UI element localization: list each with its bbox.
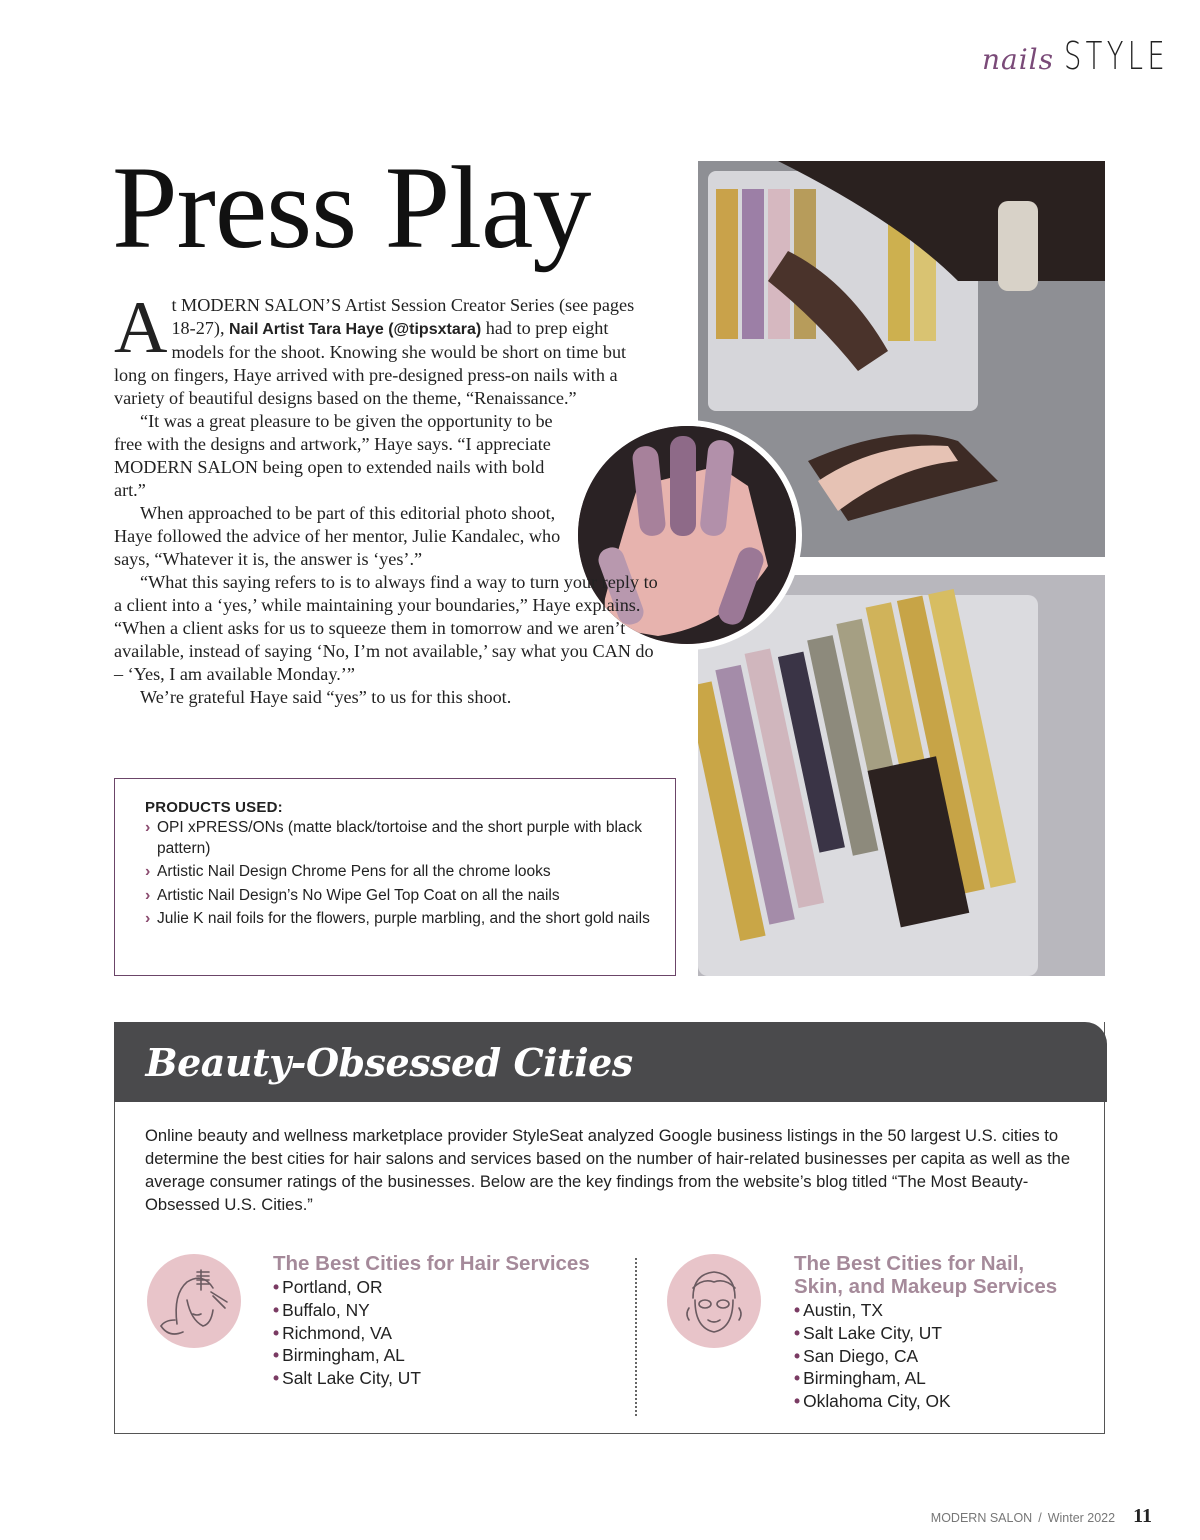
article-body (114, 287, 659, 709)
magazine-name: MODERN SALON (930, 1511, 1033, 1525)
list-item: • Birmingham, AL (794, 1367, 1057, 1390)
face-mask-icon (667, 1254, 761, 1348)
page-number: 11 (1133, 1505, 1152, 1527)
nail-services-title (794, 1252, 1057, 1298)
nail-title-line: Skin, and Makeup Services (794, 1275, 1058, 1298)
list-item: • Birmingham, AL (273, 1344, 590, 1367)
press-on-nails-tray-photo (698, 575, 1105, 976)
hair-cities-list (273, 1276, 590, 1390)
nail-tray-illustration (698, 575, 1105, 976)
list-item (145, 909, 655, 930)
list-item: • Oklahoma City, OK (794, 1390, 1057, 1413)
list-item: • Austin, TX (794, 1299, 1057, 1322)
list-item (145, 818, 655, 859)
product-text: Artistic Nail Design Chrome Pens for all the chrome looks (157, 863, 551, 880)
hair-services-column (273, 1252, 590, 1390)
product-text: Julie K nail foils for the flowers, purple marbling, and the short gold nails (157, 910, 650, 927)
chevron-right-icon: › (145, 886, 151, 904)
section-tag (981, 34, 1169, 78)
list-item: • Salt Lake City, UT (273, 1367, 590, 1390)
nail-title-line: The Best Cities for Nail, (794, 1252, 1025, 1275)
list-item: • Salt Lake City, UT (794, 1322, 1057, 1345)
cities-intro: Online beauty and wellness marketplace provider StyleSeat analyzed Google business listings in the 50 largest U.S. cities to determine the best cities for hair salons and services based on the number of hair-related businesses per capita as well as the average consumer ratings of the businesses. Below are the key findings from the website’s blog titled “The Most Beauty-Obsessed U.S. Cities.” (145, 1126, 1071, 1214)
products-title: PRODUCTS USED: (145, 799, 283, 816)
chevron-right-icon: › (145, 910, 151, 927)
list-item: • Richmond, VA (273, 1322, 590, 1345)
chevron-right-icon: › (145, 863, 151, 880)
nail-cities-list (794, 1299, 1057, 1413)
article-text: t MODERN SALON’S Artist Session Creator Series (see pages 18-27), (171, 295, 635, 338)
products-used-box (114, 778, 676, 976)
artist-credit: Nail Artist Tara Haye (@tipsxtara) (229, 321, 482, 338)
page-footer (931, 1505, 1152, 1528)
list-item: • Portland, OR (273, 1276, 590, 1299)
product-text: Artistic Nail Design’s No Wipe Gel Top Coat on all the nails (157, 886, 560, 904)
cities-title: Beauty-Obsessed Cities (145, 1040, 633, 1085)
article-paragraph: “What this saying refers to is to always find a way to turn your reply to a client into a ‘yes,’ while maintaining your boundaries,” Haye explains. “When a client asks for us to squeeze them in tomorrow and we aren’t available, instead of saying ‘No, I’m not available,’ say what you CAN do – ‘Yes, I am available Monday.’” (114, 572, 658, 684)
section-tag-caps: STYLE (1064, 34, 1169, 78)
article-paragraph: When approached to be part of this editorial photo shoot, Haye followed the advice of her mentor, Julie Kandalec, who says, “Whatever it is, the answer is ‘yes’.” (114, 503, 561, 569)
products-list (145, 818, 655, 930)
drop-cap: A (114, 287, 168, 369)
footer-separator: / (1038, 1511, 1042, 1525)
cities-header-bar (114, 1022, 1107, 1102)
list-item: • San Diego, CA (794, 1345, 1057, 1368)
section-tag-script: nails (981, 43, 1054, 76)
article-paragraph: “It was a great pleasure to be given the opportunity to be free with the designs and artwork,” Haye says. “I appreciate MODERN SALON being open to extended nails with bold art.” (114, 411, 553, 500)
article-text: had to prep eight models for the shoot. Knowing she would be short on time but long on fingers, Haye arrived with pre-designed press-on nails with a variety of beautiful designs based on the theme, “Renaissance.” (114, 318, 627, 408)
nail-skin-makeup-column (794, 1252, 1057, 1413)
page-title: Press Play (112, 142, 591, 273)
issue-date: Winter 2022 (1047, 1511, 1116, 1525)
column-divider (635, 1258, 637, 1416)
article-paragraph (114, 287, 659, 410)
article-paragraph: We’re grateful Haye said “yes” to us for this shoot. (140, 687, 512, 707)
product-text: OPI xPRESS/ONs (matte black/tortoise and the short purple with black pattern) (157, 819, 643, 857)
list-item (145, 862, 655, 883)
hair-styling-icon (147, 1254, 241, 1348)
list-item: • Buffalo, NY (273, 1299, 590, 1322)
hair-services-title: The Best Cities for Hair Services (273, 1252, 590, 1275)
chevron-right-icon: › (145, 819, 151, 836)
list-item (145, 886, 655, 907)
